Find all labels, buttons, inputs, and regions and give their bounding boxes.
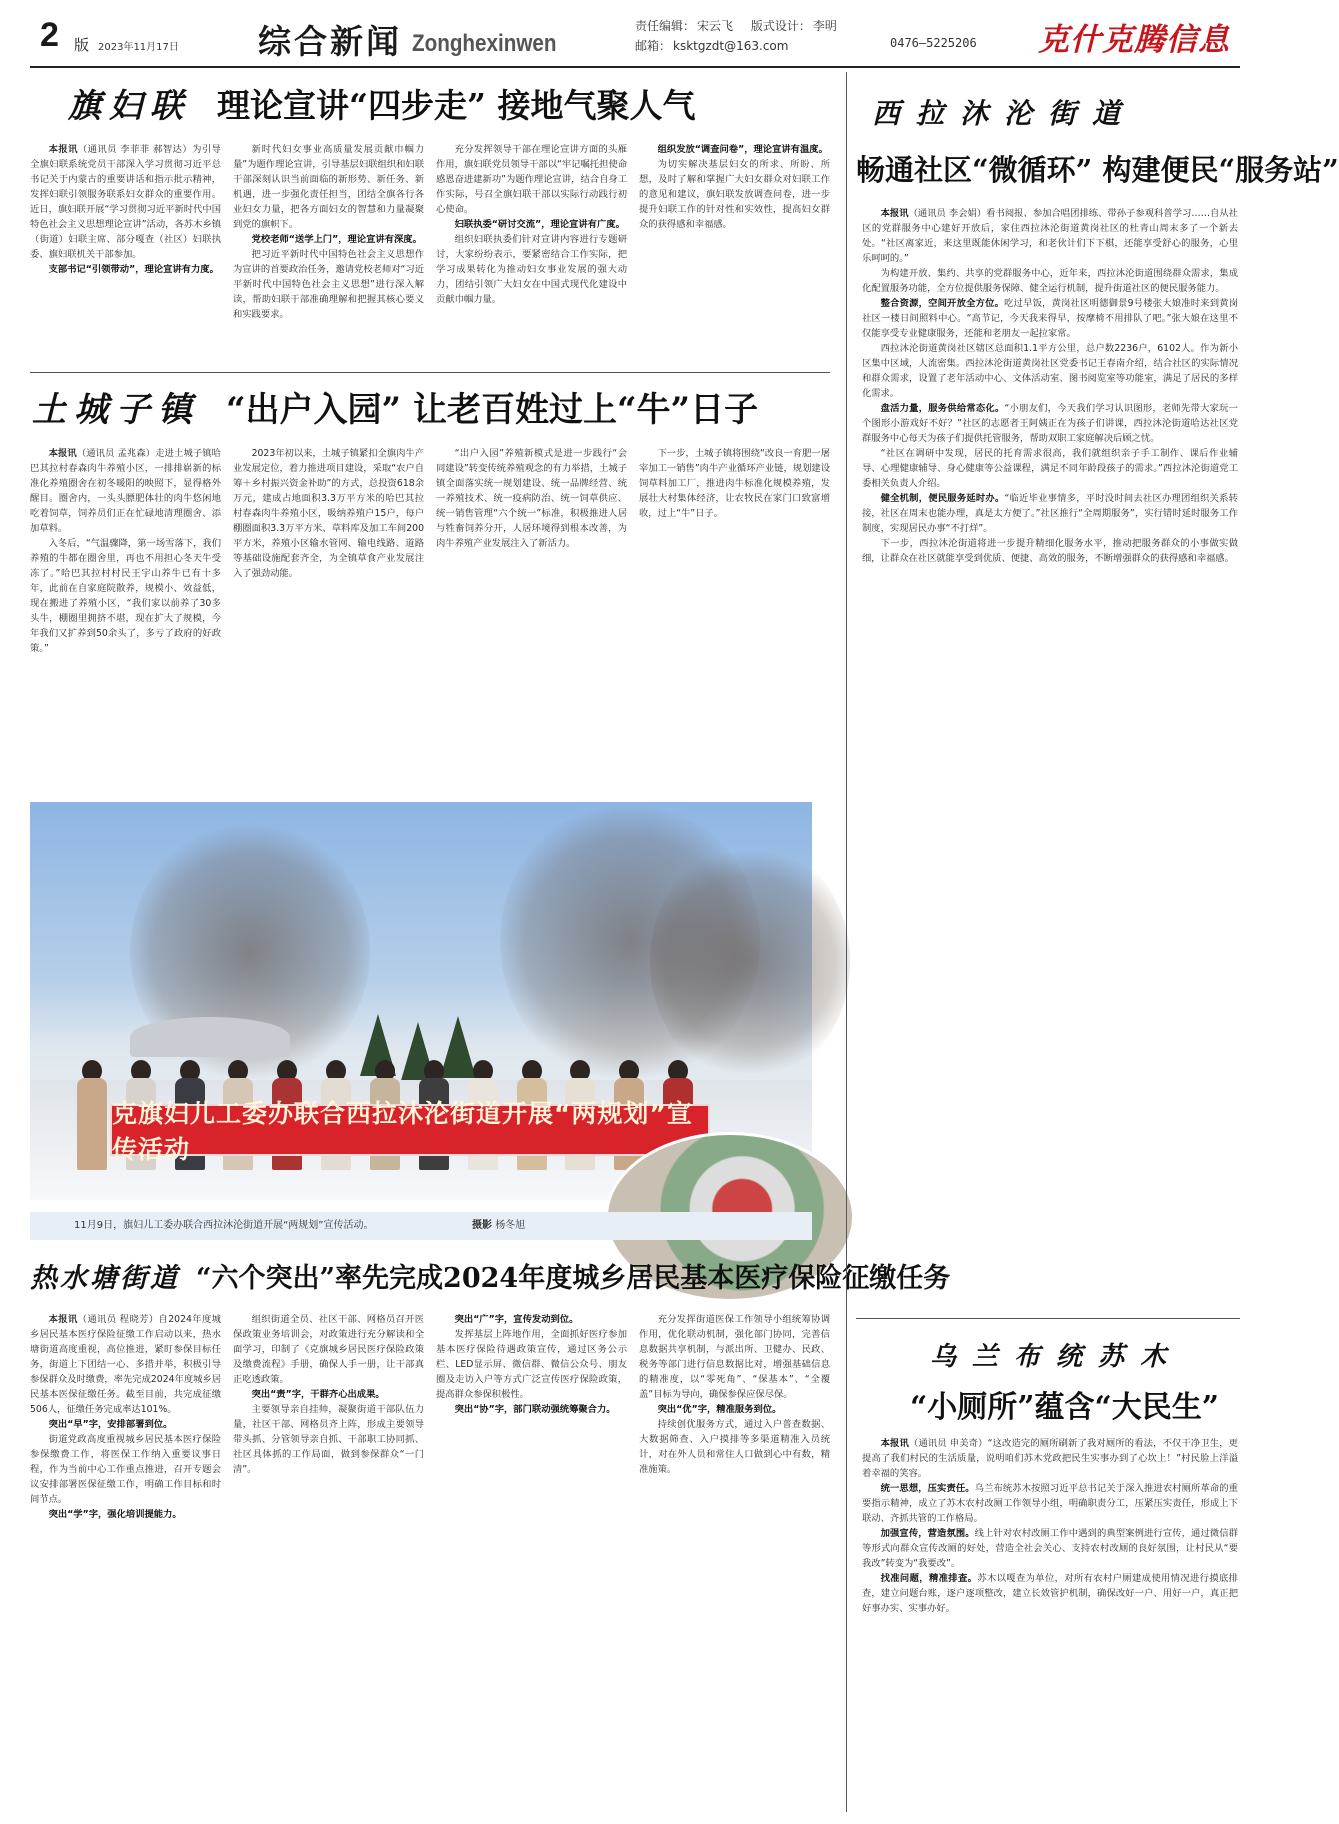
article3-sub-1: 突出“早”字，安排部署到位。 [48,1419,173,1430]
right2-title: “小厕所”蕴含“大民生” [910,1390,1220,1425]
article1-divider [30,372,830,373]
editor-name: 宋云飞 [697,19,734,33]
article2-p2: “出户入园”养殖新模式是进一步践行“会同建设”转变传统养殖观念的有力举措，土城子镇全面落实统一规划建设、统一品牌经营、统一养殖技术、统一疫病防治、统一饲草供应、统一销售管理“六个统一”标准，积极推进人居与牲畜饲养分开，人居环境得到根本改善，为肉牛养殖产业发展注入了新活力。 [436,448,627,549]
email-label: 邮箱： [635,39,672,53]
editor-label: 责任编辑： [635,19,696,33]
news-photo [30,802,812,1200]
right2-p3: 苏木以嘎查为单位，对所有农村户厕建成使用情况进行摸底排查，建立问题台账，逐户逐项整改，建立长效管护机制，确保改好一户、用好一户，真正把好事办实、实事办好。 [862,1573,1238,1614]
person [70,1060,114,1170]
right-divider [856,1318,1240,1319]
right1-p7: 下一步，西拉沐沦街道将进一步提升精细化服务水平，推动把服务群众的小事做实做细，让群众在社区就能享受到优质、便捷、高效的服务，不断增强群众的获得感和幸福感。 [862,538,1238,564]
article1-headline [68,80,695,127]
photographer-name: 杨冬旭 [495,1220,526,1231]
right2-body [862,1436,1238,1812]
article1-title: 理论宣讲“四步走” 接地气聚人气 [217,86,696,125]
article2-p1: 入冬后，“气温骤降，第一场雪落下，我们养殖的牛都在圈舍里，再也不用担心冬天牛受冻了。”哈巴其拉村村民王宇山养牛已有十多年，此前在自家庭院散养，规模小、效益低，现在搬进了养殖小区，“我们家以前养了30多头牛，棚圈里拥挤不堪，现在扩大了规模，今年我们又扩养到50余头了，多亏了政府的好政策。” [30,538,221,654]
right1-kicker: 西拉沐沦街道 [872,97,1137,130]
article1-sub-4: 组织发放“调查问卷”，理论宣讲有温度。 [657,144,828,155]
article1-p1: 新时代妇女事业高质量发展贡献巾帼力量”为题作理论宣讲，引导基层妇联组织和妇联干部深刻认识当前面临的新形势、新任务、新机遇，进一步强化责任担当，团结全旗各行各业妇女力量，把各方面妇女的智慧和力量凝聚到党的旗帜下。 [233,144,424,230]
paper-logo: 克什克腾信息 [1038,22,1230,58]
article1-sub-1: 支部书记“引领带动”，理论宣讲有力度。 [48,264,219,275]
article1-lead-tag: 本报讯 [48,144,78,155]
article3-sub-5: 突出“优”字，精准服务到位。 [657,1404,782,1415]
article1-p4: 组织妇联执委们针对宣讲内容进行专题研讨，大家纷纷表示，要紧密结合工作实际，把学习成果转化为推动妇女事业发展的强大动力，团结引领广大妇女在中国式现代化建设中贡献巾帼力量。 [436,234,627,305]
right2-lead: （通讯员 申美奇）“这改造完的厕所刷新了我对厕所的看法，不仅干净卫生，更提高了我们村民的生活质量，说明咱们苏木党政把民生实事办到了心坎上！”村民脸上洋溢着幸福的笑容。 [862,1438,1238,1479]
right1-lead-tag: 本报讯 [880,208,909,219]
right2-p2: 线上针对农村改厕工作中遇到的典型案例进行宣传，通过微信群等形式向群众宣传改厕的好处，营造全社会关心、支持农村改厕的良好氛围，让村民从“要我改”转变为“我要改”。 [862,1528,1238,1569]
right2-sub-1: 统一思想，压实责任。 [880,1483,975,1494]
article3-col-4 [639,1312,830,1812]
article3-sub-2: 突出“学”字，强化培训提能力。 [48,1509,182,1520]
article2-lead-tag: 本报讯 [48,448,77,459]
right1-p3: 西拉沐沦街道黄岗社区辖区总面积1.1平方公里，总户数2236户，6102人。作为新小区集中区域，人流密集。西拉沐沦街道黄岗社区党委书记王春南介绍，结合社区的实际情况和群众需求，设置了老年活动中心、文体活动室、图书阅览室等功能室，满足了居民的多样化需求。 [862,343,1238,399]
article3-headline [30,1256,950,1295]
article1-prefix: 旗妇联 [68,86,191,125]
article2-body [30,446,830,786]
article2-col-1 [30,446,221,786]
article2-headline [32,382,758,431]
article3-p2: 组织街道全员、社区干部、网格员召开医保政策业务培训会，对政策进行充分解读和全面学习，印制了《克旗城乡居民医疗保险政策及缴费流程》手册，确保人手一册，让干部真正吃透政策。 [233,1314,424,1385]
article3-sub-4: 突出“广”字，宣传发动到位。 [454,1314,579,1325]
right1-body [862,206,1238,1302]
editor-info [635,16,851,56]
phone-number: 0476—5225206 [890,36,977,50]
right1-p1: 为构建开放、集约、共享的党群服务中心，近年来，西拉沐沦街道围绕群众需求，集成化配置服务功能，全方位提供服务保障、健全运行机制，提升街道社区的便民服务能力。 [862,268,1238,294]
article2-p4: 下一步，土城子镇将围绕“改良一育肥一屠宰加工一销售”肉牛产业循环产业链，规划建设饲草料加工厂，推进肉牛标准化规模养殖，发展壮大村集体经济，让农牧民在家门口致富增收，过上“牛”日子。 [639,448,830,519]
right1-lead: （通讯员 李会娟）看书阅报、参加合唱团排练、带孙子参观科普学习……自从社区的党群服务中心建好开放后，家住西拉沐沦街道黄岗社区的杜青山周末多了一个新去处。“社区离家近，来这里既能休闲学习，和老伙计们下下棋，还能享受舒心的服务，心里乐呵呵的。” [862,208,1238,264]
article1-col-2 [233,142,424,362]
designer-label: 版式设计： [750,19,811,33]
section-title-en: Zonghexinwen [412,30,557,57]
article3-col-3 [436,1312,627,1812]
right2-sub-2: 加强宣传，营造氛围。 [880,1528,975,1539]
article2-title: “出户入园” 让老百姓过上“牛”日子 [226,390,759,430]
right1-sub-2: 盘活力量，服务供给常态化。 [880,403,1005,414]
article1-sub-2: 党校老师“送学上门”，理论宣讲有深度。 [251,234,422,245]
article3-p3: 主要领导亲自挂帅，凝聚街道干部队伍力量，社区干部、网格员齐上阵，形成主要领导带头抓、分管领导亲自抓、干部职工协同抓、社区具体抓的工作局面，做到参保群众“一门清”。 [233,1404,424,1475]
article3-p1: 街道党政高度重视城乡居民基本医疗保险参保缴费工作，将医保工作纳入重要议事日程，作为当前中心工作重点推进，召开专题会议安排部署医保征缴工作，明确工作目标和时间节点。 [30,1434,221,1505]
article3-p5: 持续创优服务方式，通过入户普查数据、大数据筛查、入户摸排等多渠道精准入员统计，对在外人员和常住人口做到心中有数，精准施策。 [639,1419,830,1475]
article1-col-4 [639,142,830,362]
banner-text: 克旗妇儿工委办联合西拉沐沦街道开展“两规划”宣传活动 [112,1099,693,1164]
article1-col-3 [436,142,627,362]
masthead-divider [30,66,1240,68]
designer-name: 李明 [812,19,837,33]
right1-sub-1: 整合资源，空间开放全方位。 [880,298,1005,309]
article1-p2: 充分发挥领导干部在理论宣讲方面的头雁作用，旗妇联党员领导干部以“牢记嘱托担使命 感恩奋进建新功”为题作理论宣讲，结合自身工作实际，号召全旗妇联干部以实际行动践行初心使命。 [436,144,627,215]
article3-sub-6: 突出“协”字，部门联动强统筹聚合力。 [454,1404,616,1415]
article1-body [30,142,830,362]
right1-p6: “临近毕业事情多，平时没时间去社区办理团组织关系转接，社区在周末也能办理，真是太方便了。”社区推行“全周期服务”，实行错时延时服务工作制度，实现居民办事“不打烊”。 [862,493,1238,534]
article1-p3: 把习近平新时代中国特色社会主义思想作为宣讲的首要政治任务，邀请党校老师对“习近平新时代中国特色社会主义思想”进行深入解读，帮助妇联干部准确理解和把握其核心要义和实践要求。 [233,249,424,320]
right2-kicker: 乌兰布统苏木 [930,1342,1183,1372]
article1-lead: （通讯员 李菲菲 郝智达）为引导全旗妇联系统党员干部深入学习贯彻习近平总书记关于内蒙古的重要讲话和指示批示精神，发挥妇联引领服务联系妇女群众的重要作用。近日，旗妇联开展“学习贯彻习近平新时代中国特色社会主义思想理论宣讲”活动，各苏木乡镇（街道）妇联主席、部分嘎查（社区）妇联执委、旗妇联机关干部参加。 [30,144,221,260]
article1-sub-3: 妇联执委“研讨交流”，理论宣讲有广度。 [454,219,625,230]
photo-caption-bar [30,1212,812,1240]
article3-title: “六个突出”率先完成2024年度城乡居民基本医疗保险征缴任务 [196,1263,951,1294]
article3-p6: 充分发挥街道医保工作领导小组统筹协调作用，优化联动机制，强化部门协同，完善信息数据共享机制，与派出所、卫健办、民政、税务等部门进行信息数据比对，增强基础信息的精准度，以“零死角”、“保基本”、“全覆盖”目标为导向，确保参保应保尽保。 [639,1314,830,1400]
masthead [30,10,1240,64]
right1-p4: “小朋友们，今天我们学习认识图形，老师先带大家玩一个图形小游戏好不好？”社区的志愿者王阿姨正在为孩子们讲课，西拉沐沦街道哈达社区党群服务中心每天为孩子们提供托管服务，帮助双职工家庭解决后顾之忧。 [862,403,1238,444]
article3-body [30,1312,830,1812]
right2-lead-tag: 本报讯 [880,1438,909,1449]
email-link[interactable]: ksktgzdt@163.com [673,39,789,53]
article3-lead: （通讯员 程晓芳）自2024年度城乡居民基本医疗保险征缴工作启动以来，热水塘街道高度重视，高位推进，紧盯参保目标任务，街道上下团结一心、多措并举，积极引导参保群众及时缴费，率先完成2024年度城乡居民基本医保征缴任务。截至目前，共完成征缴506人，征缴任务完成率达101%。 [30,1314,222,1415]
photo-credit-label: 摄影 [472,1220,492,1231]
bare-tree [650,842,850,1082]
right1-p5: “社区在调研中发现，居民的托育需求很高，我们就组织亲子手工制作、课后作业辅导、心理健康辅导、身心健康等公益课程，满足不同年龄段孩子的需求。”西拉沐沦街道党工委相关负责人介绍。 [862,448,1238,489]
publication-date: 2023年11月17日 [98,42,179,53]
stadium-building [130,1017,290,1057]
article3-col-2 [233,1312,424,1812]
right1-p2: 吃过早饭，黄岗社区明德御景9号楼张大娘准时来到黄岗社区一楼日间照料中心。“高节记，今天我来得早，按摩椅不用排队了吧。”张大娘在这里不仅能享受专业健康服务，还能和老朋友一起拉家常。 [862,298,1238,339]
section-title: 综合新闻 [258,22,402,61]
article2-col-3 [436,446,627,786]
event-banner [110,1099,710,1164]
article3-lead-tag: 本报讯 [48,1314,78,1325]
article2-col-2 [233,446,424,786]
article3-p4: 发挥基层上阵地作用，全面抓好医疗参加基本医疗保险待遇政策宣传，通过区务公示栏、LED显示屏、微信群、微信公众号、朋友圈及走访入户等方式广泛宣传医疗保险政策，提高群众参保积极性。 [436,1329,627,1400]
article2-prefix: 土城子镇 [32,390,200,430]
article2-lead: （通讯员 孟兆森）走进土城子镇哈巴其拉村春森肉牛养殖小区，一排排崭新的标准化养殖圈舍在初冬暖阳的映照下，显得格外醒目。圈舍内，一头头膘肥体壮的肉牛悠闲地吃着饲草，饲养员们正在忙碌地清理圈舍、添加草料。 [30,448,221,534]
photo-caption: 11月9日，旗妇儿工委办联合西拉沐沦街道开展“两规划”宣传活动。 [74,1220,374,1231]
article3-col-1 [30,1312,221,1812]
article3-sub-3: 突出“责”字，干群齐心出成果。 [251,1389,385,1400]
right2-sub-3: 找准问题，精准排查。 [880,1573,978,1584]
article1-p5: 为切实解决基层妇女的所求、所盼、所想，及时了解和掌握广大妇女群众对妇联工作的意见和建议，旗妇联发放调查问卷，进一步提升妇联工作的针对性和实效性，提高妇女群众的获得感和幸福感。 [639,159,830,230]
article2-p3: 2023年初以来，土城子镇紧扣全旗肉牛产业发展定位，着力推进项目建设，采取“农户自筹＋乡村振兴资金补助”的方式，总投资618余万元，建成占地面积3.3万平方米的哈巴其拉村春森肉牛养殖小区，吸纳养殖户15户，每户棚圈面积3.3万平方米、草料库及加工车间200平方米，养殖小区输水管网、输电线路、道路等基础设施配套齐全，为全镇草食产业发展注入了强劲动能。 [233,448,425,579]
article3-prefix: 热水塘街道 [30,1263,180,1294]
column-divider [846,72,847,1812]
photo-credit [472,1212,525,1240]
right1-title: 畅通社区“微循环” 构建便民“服务站” [856,153,1339,187]
article2-col-4 [639,446,830,786]
article1-col-1 [30,142,221,362]
page-number: 2 [40,16,59,54]
right1-sub-3: 健全机制，便民服务延时办。 [880,493,1005,504]
right2-p1: 乌兰布统苏木按照习近平总书记关于深入推进农村厕所革命的重要指示精神，成立了苏木农村改厕工作领导小组，明确职责分工，压紧压实责任，形成上下联动、齐抓共管的工作格局。 [862,1483,1238,1524]
page-unit: 版 [74,36,90,54]
